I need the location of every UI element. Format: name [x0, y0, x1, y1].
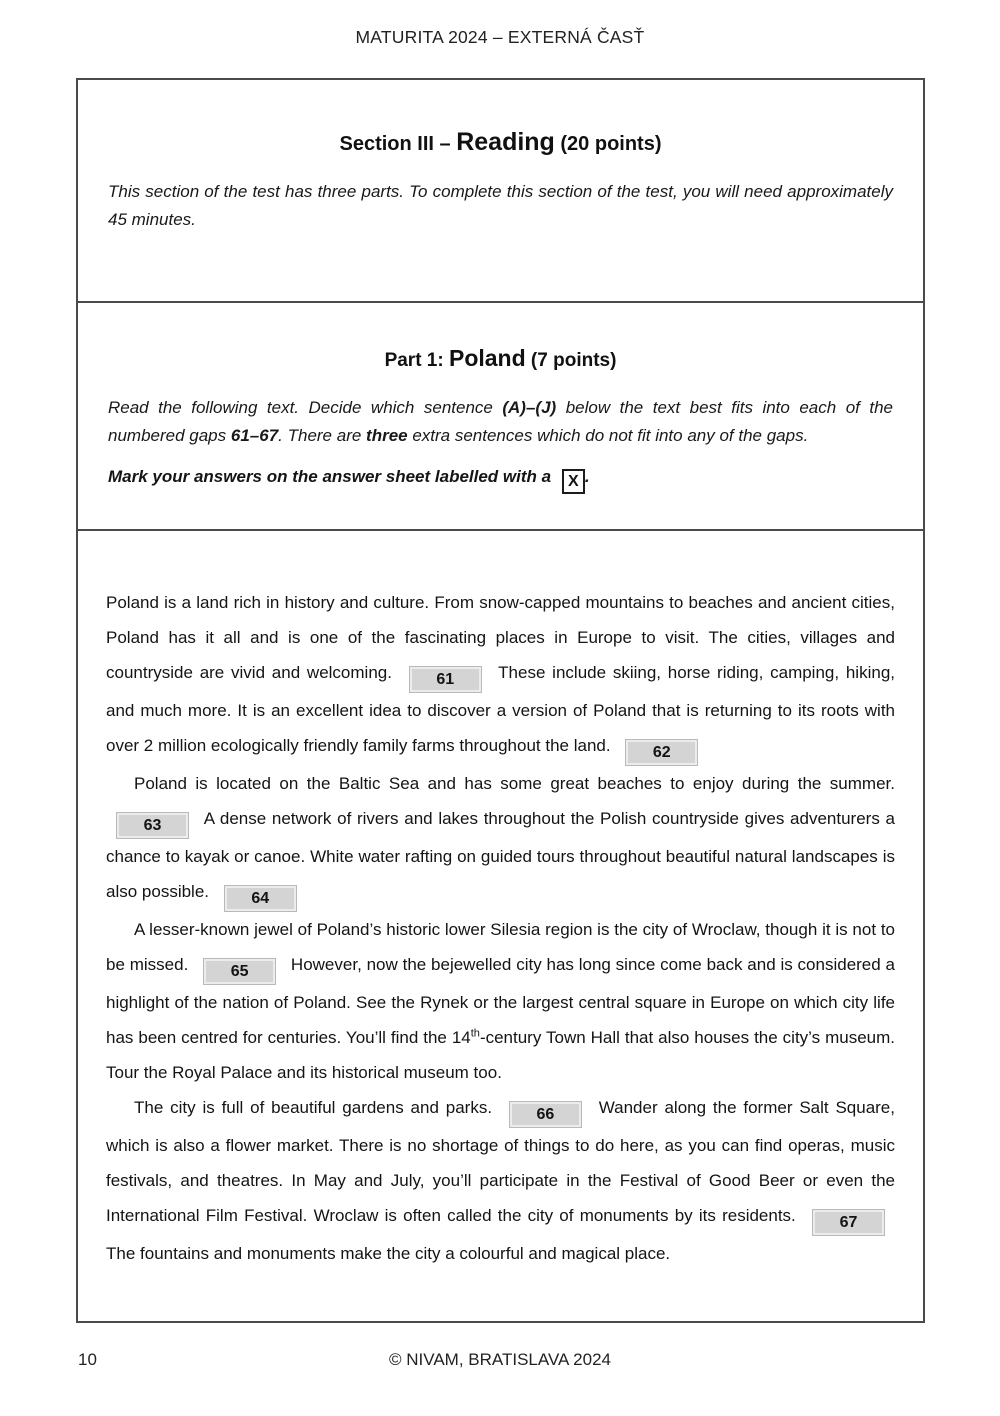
gap-box-62: 62	[625, 739, 698, 766]
text-run: The city is full of beautiful gardens and parks.	[134, 1098, 499, 1117]
gap-box-67: 67	[812, 1209, 885, 1236]
x-mark-box-icon: X	[562, 469, 585, 494]
gap-box-61: 61	[409, 666, 482, 693]
section-title-points: (20 points)	[554, 133, 662, 155]
passage-paragraph-1	[106, 585, 895, 766]
section-intro-panel	[78, 128, 923, 301]
text-run: -century Town Hall that also houses the city’s museum. Tour the Royal Palace and its historical museum too.	[106, 1028, 895, 1082]
mark-instruction-suffix: .	[584, 467, 590, 486]
section-title-main: Reading	[456, 128, 555, 156]
text-run: A lesser-known jewel of Poland’s historic lower Silesia region is the city of Wroclaw, though it is not to be missed.	[106, 920, 895, 974]
text-run: extra sentences which do not fit into any of the gaps.	[407, 426, 809, 445]
text-run: Poland is a land rich in history and culture. From snow-capped mountains to beaches and ancient cities, Poland has it all and is one of the fascinating places in Europe to visit. The cities, villages and countryside are vivid and welcoming.	[106, 593, 895, 682]
exam-content-box	[76, 78, 925, 1323]
mark-instruction-text: Mark your answers on the answer sheet labelled with a	[108, 467, 556, 486]
text-run: Poland is located on the Baltic Sea and has some great beaches to enjoy during the summer.	[134, 774, 895, 793]
superscript-text: th	[470, 1027, 480, 1040]
part-title-points: (7 points)	[525, 350, 617, 371]
section-title-prefix: Section III –	[339, 133, 457, 155]
gap-box-66: 66	[509, 1101, 582, 1128]
text-run: Read the following text. Decide which sentence	[108, 398, 503, 417]
passage-paragraph-4	[106, 1090, 895, 1271]
bold-text: three	[366, 426, 408, 445]
gap-box-63: 63	[116, 812, 189, 839]
part-instructions	[108, 394, 893, 450]
text-run: . There are	[278, 426, 367, 445]
copyright-notice: © NIVAM, BRATISLAVA 2024	[389, 1350, 611, 1369]
text-run: Wander along the former Salt Square, which is also a flower market. There is no shortage of things to do here, as you can find operas, music festivals, and theatres. In May and July, you’ll participate in the Festival of Good Beer or even the International Film Festival. Wroclaw is often called the city of monuments by its residents.	[106, 1098, 895, 1225]
text-run: A dense network of rivers and lakes throughout the Polish countryside gives adventurers a chance to kayak or canoe. White water rafting on guided tours throughout beautiful natural landscapes is also possible.	[106, 809, 895, 901]
passage-paragraph-3	[106, 912, 895, 1090]
part-title	[78, 345, 923, 372]
section-description: This section of the test has three parts. To complete this section of the test, you will need approximately 45 minutes.	[108, 182, 893, 229]
bold-text: 61–67	[230, 426, 279, 445]
reading-passage	[78, 529, 923, 1271]
part-intro-panel	[78, 301, 923, 529]
document-header: MATURITA 2024 – EXTERNÁ ČASŤ	[355, 27, 645, 47]
mark-instruction	[108, 467, 893, 494]
text-run: These include skiing, horse riding, camping, hiking, and much more. It is an excellent idea to discover a version of Poland that is returning to its roots with over 2 million ecologically friendly family farms throughout the land.	[106, 663, 895, 755]
part-title-prefix: Part 1:	[384, 350, 449, 371]
section-title	[78, 128, 923, 157]
gap-box-65: 65	[203, 958, 276, 985]
gap-box-64: 64	[224, 885, 297, 912]
page-number: 10	[78, 1350, 97, 1369]
part-title-main: Poland	[448, 345, 526, 371]
passage-paragraph-2	[106, 766, 895, 912]
text-run: below the text best fits into each of the numbered gaps	[108, 398, 893, 445]
text-run: The fountains and monuments make the city a colourful and magical place.	[106, 1244, 671, 1263]
bold-text: (A)–(J)	[502, 398, 557, 417]
text-run: However, now the bejewelled city has long since come back and is considered a highlight of the nation of Poland. See the Rynek or the largest central square in Europe on which city life has been centred for centuries. You’ll find the 14	[106, 955, 895, 1047]
